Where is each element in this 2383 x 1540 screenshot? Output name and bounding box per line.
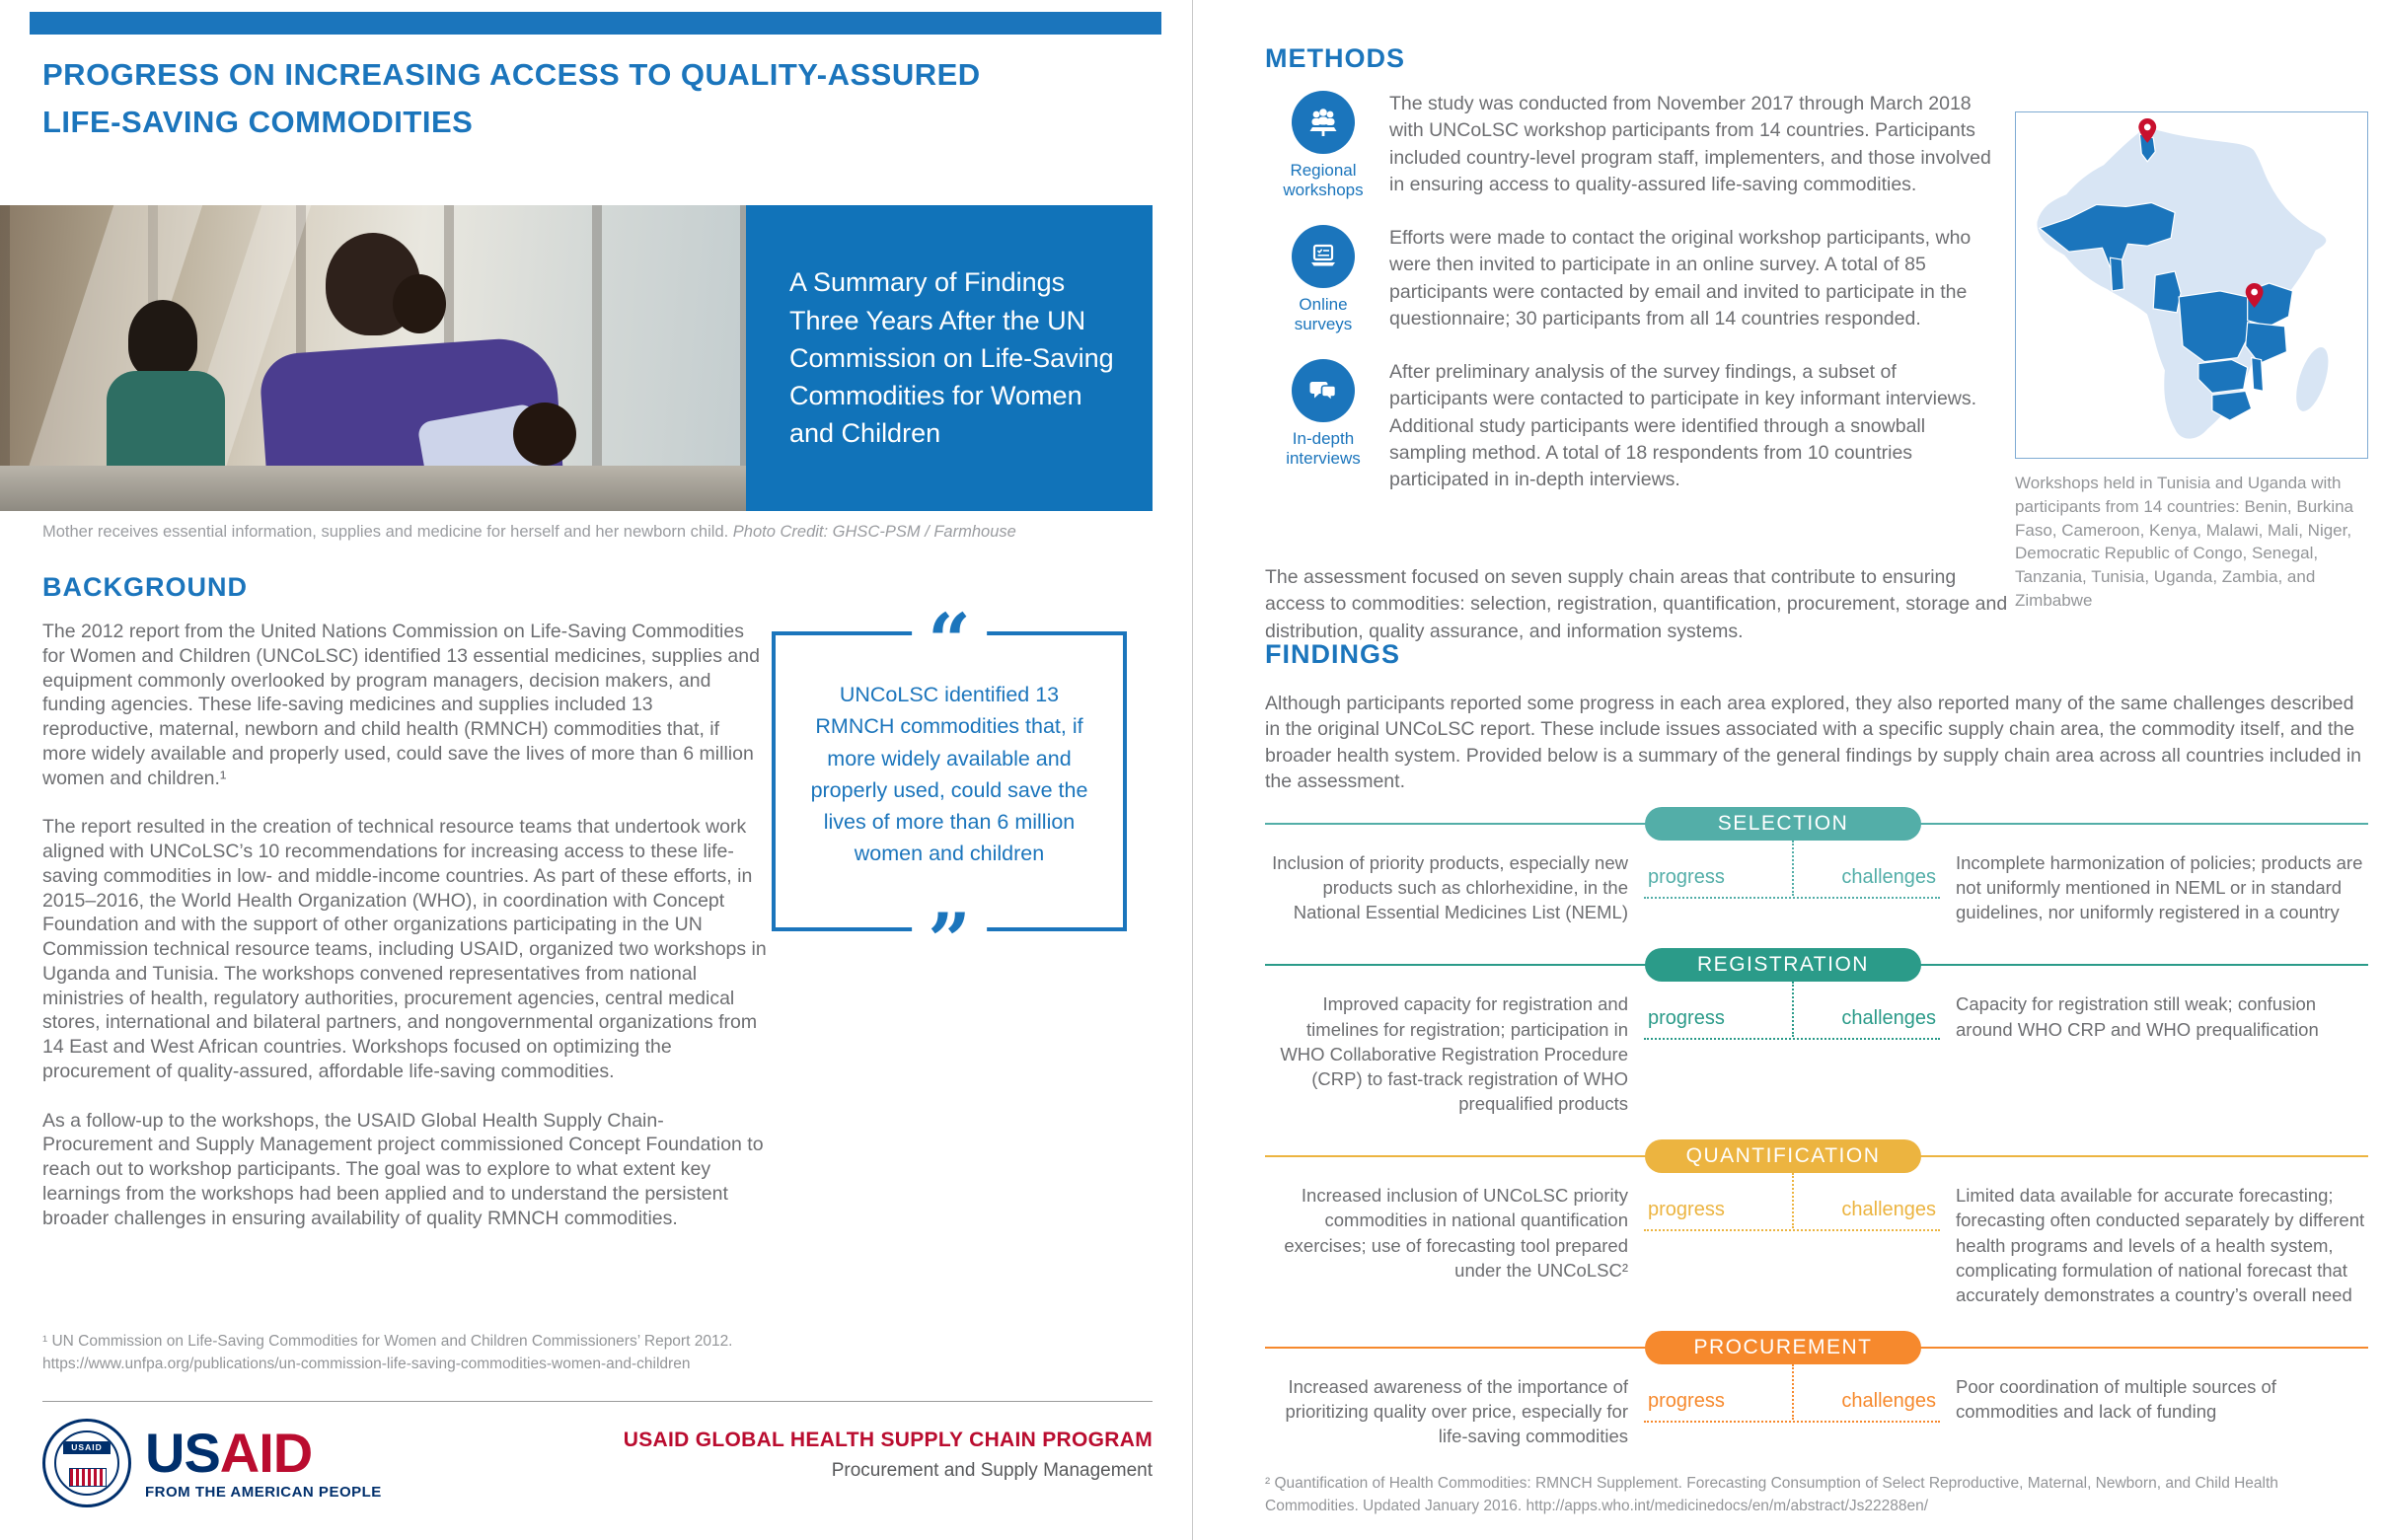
regional-workshops-icon bbox=[1292, 91, 1355, 154]
usaid-tagline: FROM THE AMERICAN PEOPLE bbox=[145, 1484, 382, 1501]
program-name: USAID GLOBAL HEALTH SUPPLY CHAIN PROGRAM bbox=[623, 1429, 1153, 1451]
area-band-header bbox=[1265, 1139, 2368, 1173]
pull-quote-box bbox=[772, 604, 1127, 963]
progress-label: progress bbox=[1648, 1390, 1725, 1413]
area-band-header bbox=[1265, 807, 2368, 841]
usaid-wordmark bbox=[145, 1422, 382, 1501]
band-pill-selection: SELECTION bbox=[1645, 807, 1921, 841]
footer-divider bbox=[42, 1401, 1153, 1402]
area-band-header bbox=[1265, 1331, 2368, 1364]
online-surveys-icon bbox=[1292, 225, 1355, 288]
photo-caption-text: Mother receives essential information, supplies and medicine for herself and her newborn child. bbox=[42, 523, 729, 541]
usaid-logo bbox=[42, 1419, 382, 1507]
method-label: In-depth interviews bbox=[1286, 429, 1361, 468]
area-quantification bbox=[1265, 1139, 2368, 1307]
progress-text: Increased awareness of the importance of prioritizing quality over price, especially for life-saving commodities bbox=[1285, 1376, 1628, 1447]
photo-mother-silhouette bbox=[393, 274, 446, 333]
background-heading: BACKGROUND bbox=[42, 572, 248, 602]
background-paragraph: The report resulted in the creation of technical resource teams that undertook work aligned with UNCoLSC’s 10 recommendations for increasing access to these life-saving commodities in low- and middle-income countries. As part of these efforts, in 2015–2016, the World Health Organization (WHO), in coordination with Concept Foundation and with the support of other organizations participating in the UN Commission technical resource teams, including USAID, organized two workshops in Uganda and Tunisia. The workshops convened representatives from national ministries of health, regulatory authorities, procurement agencies, central medical stores, international and bilateral partners, and nongovernmental organizations from 14 East and West African countries. Workshops focused on optimizing the procurement of quality-assured, affordable life-saving commodities. bbox=[42, 816, 767, 1082]
page-title: PROGRESS ON INCREASING ACCESS TO QUALITY-ASSURED LIFE-SAVING COMMODITIES bbox=[42, 57, 981, 140]
progress-challenges-divider bbox=[1644, 991, 1940, 1116]
footnote-2: ² Quantification of Health Commodities: RMNCH Supplement. Forecasting Consumption of Select Reproductive, Maternal, Newborn, and Child Health Commodities. Updated January 2016. http://apps.who.int/medicinedocs/en/m/abstract/Js22288en/ bbox=[1265, 1475, 2278, 1515]
photo-mother-baby bbox=[0, 205, 746, 511]
pull-quote-text: UNCoLSC identified 13 RMNCH commodities that, if more widely available and properly used, could save the lives of more than 6 million women and children bbox=[810, 683, 1088, 866]
progress-text: Increased inclusion of UNCoLSC priority commodities in national quantification exercises; use of forecasting tool prepared under the UNCoLSC² bbox=[1284, 1185, 1628, 1281]
challenges-label: challenges bbox=[1841, 1007, 1936, 1030]
progress-text: Improved capacity for registration and timelines for registration; participation in WHO Collaborative Registration Procedure (CRP) to fast-track registration of WHO prequalified products bbox=[1280, 993, 1628, 1115]
area-registration bbox=[1265, 948, 2368, 1116]
band-pill-procurement: PROCUREMENT bbox=[1645, 1331, 1921, 1364]
dotted-vertical-line bbox=[1792, 982, 1794, 1037]
challenges-label: challenges bbox=[1841, 1390, 1936, 1413]
method-label: Online surveys bbox=[1294, 295, 1353, 333]
background-paragraph: The 2012 report from the United Nations Commission on Life-Saving Commodities for Women and Children (UNCoLSC) identified 13 essential medicines, supplies and equipment commonly overlooked by program managers, decision makers, and funding agencies. These life-saving medicines and supplies included 13 reproductive, maternal, newborn and child health (RMNCH) commodities that, if more widely available and properly used, could save the lives of more than 6 million women and children.¹ bbox=[42, 621, 760, 789]
area-selection bbox=[1265, 807, 2368, 924]
method-row bbox=[1265, 225, 1991, 333]
method-text: Efforts were made to contact the original workshop participants, who were then invited to participate in an online survey. A total of 85 participants were contacted by email and invited to participate in the questionnaire; 30 participants from all 14 countries responded. bbox=[1389, 227, 1972, 330]
dotted-vertical-line bbox=[1792, 841, 1794, 896]
africa-workshop-map bbox=[2015, 111, 2368, 459]
photo-baby-silhouette bbox=[513, 403, 576, 466]
map-caption: Workshops held in Tunisia and Uganda with participants from 14 countries: Benin, Burkina Faso, Cameroon, Kenya, Malawi, Mali, Niger, Democratic Republic of Congo, Senegal, Tanzania, Tunisia, Uganda, Zambia, and Zimbabwe bbox=[2015, 474, 2354, 610]
usaid-seal-text: USAID bbox=[63, 1441, 111, 1454]
photo-pharmacist-silhouette bbox=[128, 300, 197, 379]
findings-intro: Although participants reported some progress in each area explored, they also reported many of the same challenges described in the original UNCoLSC report. These include issues associated with a specific supply chain area, the commodity itself, and the broader health system. Provided below is a summary of the general findings by supply chain area across all countries included in the assessment. bbox=[1265, 693, 2362, 792]
challenges-text: Incomplete harmonization of policies; products are not uniformly mentioned in NEML or in standard guidelines, nor uniformly registered in a country bbox=[1956, 852, 2363, 923]
area-procurement bbox=[1265, 1331, 2368, 1448]
challenges-text: Poor coordination of multiple sources of commodities and lack of funding bbox=[1956, 1376, 2276, 1423]
band-pill-quantification: QUANTIFICATION bbox=[1645, 1139, 1921, 1173]
method-row bbox=[1265, 359, 1991, 493]
program-footer bbox=[624, 1429, 1153, 1482]
progress-challenges-divider bbox=[1644, 850, 1940, 924]
progress-label: progress bbox=[1648, 1007, 1725, 1030]
challenges-label: challenges bbox=[1841, 1199, 1936, 1221]
findings-heading: FINDINGS bbox=[1265, 639, 1401, 669]
photo-caption bbox=[42, 523, 1157, 542]
method-label: Regional workshops bbox=[1283, 161, 1364, 199]
background-paragraph: As a follow-up to the workshops, the USAID Global Health Supply Chain-Procurement and Supply Management project commissioned Concept Foundation to reach out to workshop participants. The goal was to explore to what extent key learnings from the workshops had been applied and to understand the persistent broader challenges in ensuring availability of quality RMNCH commodities. bbox=[42, 1109, 764, 1229]
in-depth-interviews-icon bbox=[1292, 359, 1355, 422]
methods-list bbox=[1265, 91, 1991, 494]
summary-banner bbox=[746, 205, 1153, 511]
header-accent-bar bbox=[30, 12, 1161, 35]
progress-text: Inclusion of priority products, especially new products such as chlorhexidine, in the National Essential Medicines List (NEML) bbox=[1272, 852, 1628, 923]
assessment-paragraph: The assessment focused on seven supply chain areas that contribute to ensuring access to commodities: selection, registration, quantification, procurement, storage and distribution, quality assurance, and information systems. bbox=[1265, 566, 2008, 642]
method-row bbox=[1265, 91, 1991, 199]
method-text: After preliminary analysis of the survey findings, a subset of participants were contacted to participate in key informant interviews. Additional study participants were identified through a snowball sampling method. A total of 18 respondents from 10 countries participated in in-depth interviews. bbox=[1389, 361, 1977, 491]
summary-banner-text: A Summary of Findings Three Years After the UN Commission on Life-Saving Commodities for Women and Children bbox=[789, 267, 1114, 449]
usaid-seal-icon bbox=[42, 1419, 131, 1507]
findings-areas bbox=[1265, 807, 2368, 1473]
page-divider bbox=[1192, 0, 1193, 1540]
methods-heading: METHODS bbox=[1265, 43, 1405, 73]
usaid-wordmark-us: US bbox=[145, 1422, 220, 1484]
progress-challenges-divider bbox=[1644, 1183, 1940, 1307]
photo-counter bbox=[0, 466, 746, 511]
challenges-label: challenges bbox=[1841, 866, 1936, 888]
background-body bbox=[42, 620, 767, 1255]
program-subtitle: Procurement and Supply Management bbox=[831, 1460, 1153, 1481]
quote-close-icon: ” bbox=[912, 910, 987, 963]
progress-label: progress bbox=[1648, 866, 1725, 888]
progress-label: progress bbox=[1648, 1199, 1725, 1221]
photo-credit: Photo Credit: GHSC-PSM / Farmhouse bbox=[732, 523, 1016, 541]
dotted-vertical-line bbox=[1792, 1364, 1794, 1420]
usaid-seal-stripes bbox=[69, 1468, 107, 1487]
usaid-wordmark-aid: AID bbox=[219, 1422, 313, 1484]
challenges-text: Limited data available for accurate forecasting; forecasting often conducted separately by different health programs and levels of a health system, complicating formulation of national forecast that accurately demonstrates a country’s overall need bbox=[1956, 1185, 2365, 1305]
usaid-seal-inner bbox=[54, 1430, 119, 1496]
footnote-1: ¹ UN Commission on Life-Saving Commodities for Women and Children Commissioners’ Report 2012. https://www.unfpa.org/publications/un-commission-life-saving-commodities-women-and-children bbox=[42, 1333, 733, 1373]
method-text: The study was conducted from November 2017 through March 2018 with UNCoLSC workshop participants from 14 countries. Participants included country-level program staff, implementers, and those involved in ensuring access to quality-assured life-saving commodities. bbox=[1389, 93, 1991, 195]
challenges-text: Capacity for registration still weak; confusion around WHO CRP and WHO prequalification bbox=[1956, 993, 2319, 1040]
africa-continent bbox=[2037, 126, 2335, 439]
area-band-header bbox=[1265, 948, 2368, 982]
dotted-vertical-line bbox=[1792, 1173, 1794, 1228]
quote-open-icon: “ bbox=[912, 604, 987, 657]
band-pill-registration: REGISTRATION bbox=[1645, 948, 1921, 982]
progress-challenges-divider bbox=[1644, 1374, 1940, 1448]
